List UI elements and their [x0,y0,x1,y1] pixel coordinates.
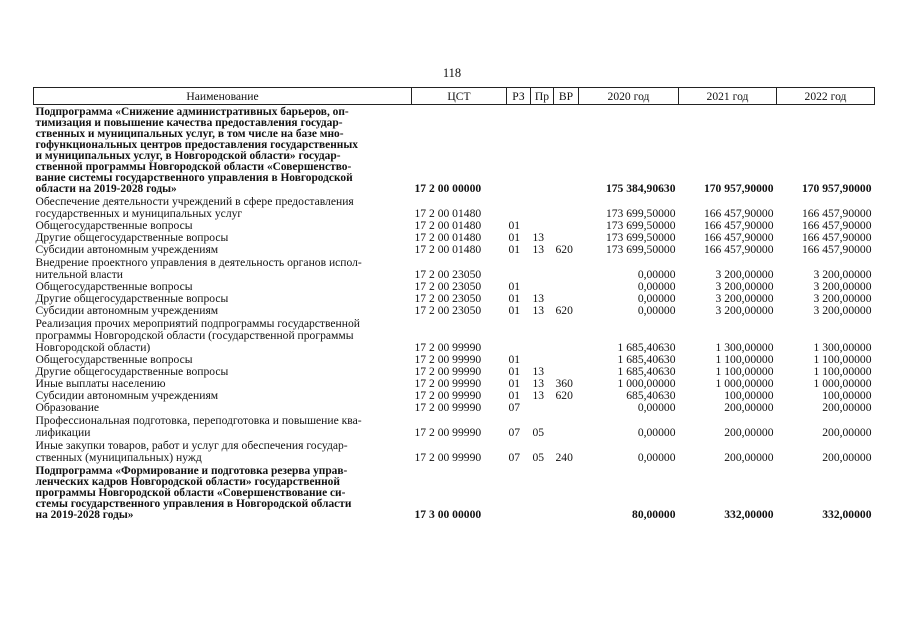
header-2022: 2022 год [777,88,875,105]
row-pr: 13 [532,231,545,244]
row-rz: 01 [508,353,521,366]
row-name [34,244,412,256]
row-amount-2022: 1 000,00000 [813,377,872,390]
row-amount-2021: 3 200,00000 [715,292,774,305]
row-rz: 07 [508,451,521,464]
row-amount-2021: 166 457,90000 [703,243,774,256]
row-rz: 01 [508,231,521,244]
row-pr: 13 [532,377,545,390]
row-amount-2020: 1 685,40630 [617,365,676,378]
row-pr: 13 [532,365,545,378]
row-name-line: стемы государственного управления в Новгородской области [35,498,352,510]
row-name-line: Обеспечение деятельности учреждений в сфере предоставления [35,195,354,208]
table-row [34,414,875,439]
row-name-line: ственной программы Новгородской области «Совершенство- [35,161,352,173]
row-name-line: Подпрограмма «Снижение административных барьеров, оп- [35,106,349,118]
header-rz: РЗ [507,88,531,105]
row-amount-2022: 166 457,90000 [801,207,872,220]
row-amount-2020: 685,40630 [626,389,676,402]
row-amount-2021: 3 200,00000 [715,268,774,281]
row-amount-2020: 173 699,50000 [605,243,676,256]
row-pr [531,256,554,281]
row-cst: 17 2 00 01480 [414,243,482,256]
row-amount-2022: 3 200,00000 [813,304,872,317]
row-vr [554,105,579,196]
row-pr [531,402,554,414]
row-pr: 13 [532,389,545,402]
row-name-line: Общегосударственные вопросы [35,353,193,366]
row-amount-2021: 1 100,00000 [715,365,774,378]
row-amount-2020: 1 685,40630 [617,353,676,366]
row-amount-2020: 0,00000 [637,451,676,464]
row-amount-2022: 3 200,00000 [813,280,872,293]
row-name-line: вание системы государственного управления в Новгородской [35,172,353,184]
row-name-line: Субсидии автономным учреждениям [35,304,219,317]
row-amount-2020: 80,00000 [632,508,676,521]
row-vr [554,414,579,439]
row-pr [531,105,554,196]
row-name-line: Другие общегосударственные вопросы [35,365,229,378]
row-vr [554,195,579,220]
row-name [34,414,412,439]
row-amount-2022: 166 457,90000 [801,219,872,232]
row-name-line: ственных (муниципальных) нужд [35,451,202,464]
row-name [34,256,412,281]
row-vr: 620 [555,389,573,402]
row-name-line: и муниципальных услуг, в Новгородской области» государ- [35,150,341,162]
row-amount-2022: 166 457,90000 [801,243,872,256]
row-name [34,317,412,354]
row-cst: 17 2 00 99990 [414,451,482,464]
row-cst: 17 3 00 00000 [414,508,482,521]
row-amount-2022: 100,00000 [822,389,872,402]
row-name [34,439,412,464]
table-row [34,402,875,414]
row-amount-2021: 200,00000 [724,426,774,439]
row-vr [554,402,579,414]
table-row [34,439,875,464]
table-row [34,464,875,521]
row-cst: 17 2 00 99990 [414,377,482,390]
row-amount-2021: 3 200,00000 [715,280,774,293]
row-rz [507,195,531,220]
row-rz: 01 [508,377,521,390]
header-vr: ВР [554,88,579,105]
row-cst: 17 2 00 99990 [414,365,482,378]
row-amount-2021: 3 200,00000 [715,304,774,317]
row-name [34,105,412,196]
row-pr [531,195,554,220]
row-amount-2021: 1 100,00000 [715,353,774,366]
row-amount-2020: 0,00000 [637,401,676,414]
row-vr [554,256,579,281]
page-number: 118 [442,66,462,80]
row-amount-2020: 1 685,40630 [617,341,676,354]
row-name-line: на 2019-2028 годы» [35,509,134,521]
row-amount-2021: 100,00000 [724,389,774,402]
row-amount-2021: 166 457,90000 [703,207,774,220]
row-rz: 01 [508,280,521,293]
row-name-line: Внедрение проектного управления в деятельность органов испол- [35,256,362,269]
header-2021: 2021 год [679,88,777,105]
row-amount-2022: 200,00000 [822,451,872,464]
row-cst: 17 2 00 23050 [414,292,482,305]
row-name [34,402,412,414]
budget-table [33,87,875,521]
row-name-line: Подпрограмма «Формирование и подготовка резерва управ- [35,465,348,477]
row-cst: 17 2 00 23050 [414,268,482,281]
row-vr [554,281,579,293]
row-name-line: тимизация и повышение качества предоставления государ- [35,117,343,129]
row-amount-2020: 173 699,50000 [605,219,676,232]
row-cst: 17 2 00 99990 [414,401,482,414]
row-amount-2022: 1 100,00000 [813,353,872,366]
row-vr [554,354,579,366]
row-amount-2020: 0,00000 [637,292,676,305]
row-vr: 620 [555,304,573,317]
row-name [34,464,412,521]
row-name-line: Субсидии автономным учреждениям [35,389,219,402]
row-amount-2022: 3 200,00000 [813,268,872,281]
row-name-line: Другие общегосударственные вопросы [35,231,229,244]
table-row [34,305,875,317]
row-name-line: Субсидии автономным учреждениям [35,243,219,256]
row-amount-2021: 166 457,90000 [703,219,774,232]
row-name-line: области на 2019-2028 годы» [35,183,177,195]
row-name-line: программы Новгородской области (государственной программы [35,329,354,342]
row-rz [507,105,531,196]
table-row [34,317,875,354]
row-vr [554,464,579,521]
row-rz [507,464,531,521]
row-name-line: Новгородской области) [35,341,151,354]
row-amount-2022: 170 957,90000 [801,182,872,195]
header-2020: 2020 год [579,88,679,105]
row-name-line: государственных и муниципальных услуг [35,207,243,220]
row-name [34,195,412,220]
row-cst: 17 2 00 99990 [414,426,482,439]
row-amount-2020: 0,00000 [637,304,676,317]
row-name-line: ственных и муниципальных услуг, в том числе на базе мно- [35,128,344,140]
row-name-line: лификации [35,426,91,439]
row-amount-2022: 166 457,90000 [801,231,872,244]
table-row [34,244,875,256]
row-name-line: Другие общегосударственные вопросы [35,292,229,305]
row-amount-2022: 3 200,00000 [813,292,872,305]
row-amount-2021: 1 000,00000 [715,377,774,390]
row-name-line: гофункциональных центров предоставления государственных [35,139,358,151]
row-pr [531,317,554,354]
row-amount-2022: 332,00000 [822,508,872,521]
row-rz: 01 [508,365,521,378]
row-amount-2021: 200,00000 [724,401,774,414]
row-rz: 01 [508,304,521,317]
row-cst: 17 2 00 99990 [414,353,482,366]
header-cst: ЦСТ [412,88,507,105]
table-body [34,105,875,522]
table-row [34,105,875,196]
row-rz: 01 [508,243,521,256]
row-vr: 620 [555,243,573,256]
row-pr: 05 [532,451,545,464]
row-rz: 01 [508,219,521,232]
row-name-line: Иные выплаты населению [35,377,166,390]
row-name-line: Общегосударственные вопросы [35,219,193,232]
row-name-line: нительной власти [35,268,123,281]
header-pr: Пр [531,88,554,105]
row-amount-2020: 175 384,90630 [605,182,676,195]
table-row [34,195,875,220]
row-pr: 13 [532,304,545,317]
row-amount-2020: 173 699,50000 [605,207,676,220]
row-amount-2021: 166 457,90000 [703,231,774,244]
row-vr: 360 [555,377,573,390]
row-amount-2020: 0,00000 [637,426,676,439]
table-header [34,88,875,105]
header-name: Наименование [34,88,412,105]
row-amount-2022: 200,00000 [822,426,872,439]
row-pr: 13 [532,292,545,305]
row-name-line: Профессиональная подготовка, переподготовка и повышение ква- [35,414,362,427]
row-name-line: Общегосударственные вопросы [35,280,193,293]
row-cst: 17 2 00 23050 [414,304,482,317]
row-cst: 17 2 00 23050 [414,280,482,293]
row-amount-2021: 200,00000 [724,451,774,464]
row-rz [507,256,531,281]
row-cst: 17 2 00 01480 [414,231,482,244]
row-name-line: Иные закупки товаров, работ и услуг для обеспечения государ- [35,439,348,452]
row-name-line: ленческих кадров Новгородской области» государственной [35,476,340,488]
row-rz [507,317,531,354]
row-rz: 01 [508,292,521,305]
row-cst: 17 2 00 01480 [414,219,482,232]
row-rz: 07 [508,401,521,414]
row-pr: 05 [532,426,545,439]
row-rz: 07 [508,426,521,439]
row-pr [531,464,554,521]
row-amount-2022: 200,00000 [822,401,872,414]
row-cst: 17 2 00 99990 [414,389,482,402]
row-vr [554,317,579,354]
row-amount-2021: 1 300,00000 [715,341,774,354]
row-amount-2020: 1 000,00000 [617,377,676,390]
row-amount-2020: 173 699,50000 [605,231,676,244]
row-name-line: Реализация прочих мероприятий подпрограммы государственной [35,317,360,330]
row-rz: 01 [508,389,521,402]
table-row [34,256,875,281]
row-vr: 240 [555,451,573,464]
row-cst: 17 2 00 99990 [414,341,482,354]
row-name-line: программы Новгородской области «Совершенствование си- [35,487,346,499]
row-amount-2022: 1 300,00000 [813,341,872,354]
row-cst: 17 2 00 00000 [414,182,482,195]
row-amount-2020: 0,00000 [637,280,676,293]
row-amount-2021: 170 957,90000 [703,182,774,195]
row-amount-2021: 332,00000 [724,508,774,521]
row-name-line: Образование [35,401,100,414]
row-vr [554,220,579,232]
row-cst: 17 2 00 01480 [414,207,482,220]
row-pr: 13 [532,243,545,256]
row-name [34,305,412,317]
row-amount-2022: 1 100,00000 [813,365,872,378]
row-amount-2020: 0,00000 [637,268,676,281]
